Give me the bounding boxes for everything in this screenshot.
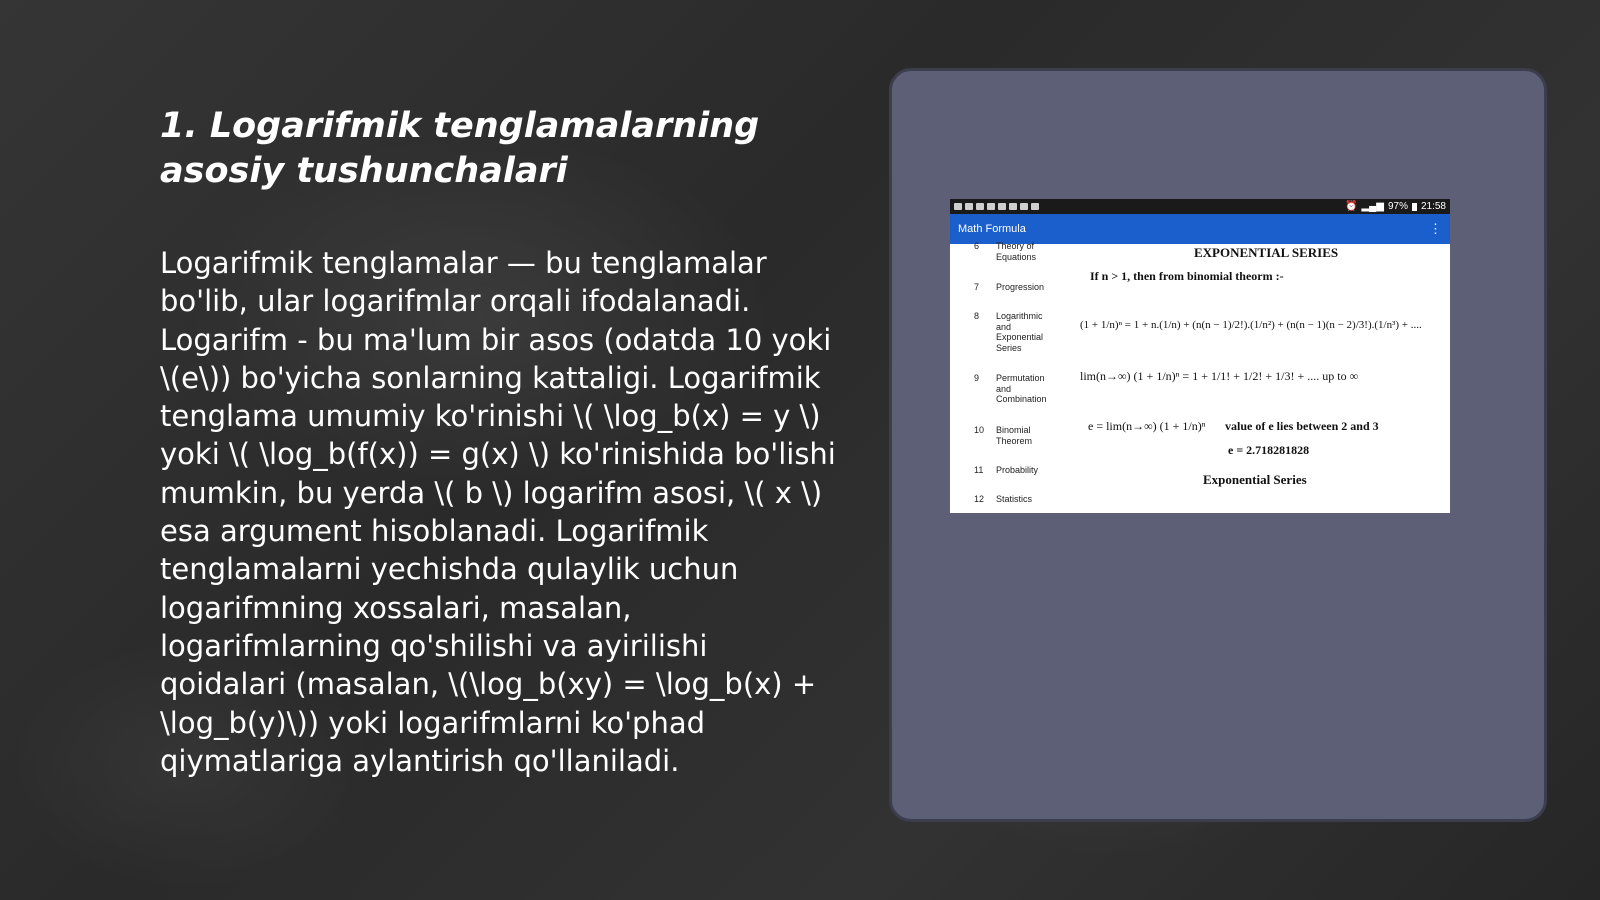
list-item-label: Theory of Equations bbox=[996, 241, 1037, 262]
mail-icon bbox=[954, 203, 962, 210]
status-time: 21:58 bbox=[1420, 201, 1446, 212]
list-item-label: Progression bbox=[996, 282, 1045, 292]
list-item-label: Binomial Theorem bbox=[996, 425, 1033, 446]
battery-icon bbox=[1412, 203, 1417, 211]
status-bar bbox=[950, 199, 1450, 214]
list-item-label: Permutation and Combination bbox=[996, 373, 1047, 404]
signal-icon: ▂▄▆ bbox=[1361, 201, 1384, 212]
formula-heading: EXPONENTIAL SERIES bbox=[1194, 245, 1339, 260]
slide-body-text: Logarifmik tenglamalar — bu tenglamalar bo'lib, ular logarifmlar orqali ifodalanadi. Logarifm - bu ma'lum bir asos (odatda 10 yoki \(e\)) bo'yicha sonlarning kattaligi. Logarifmik tenglama umumiy ko'rinishi \( \log_b(x) = y \) yoki \( \log_b(f(x)) = g(x) \) ko'rinishida bo'lishi mumkin, bu yerda \( b \) logarifm asosi, \( x \) esa argument hisoblanadi. Logarifmik tenglamalarni yechishda qulaylik uchun logarifmning xossalari, masalan, logarifmlarning qo'shilishi va ayirilishi qoidalari (masalan, \(\log_b(xy) = \log_b(x) + \log_b(y)\)) yoki logarifmlarni ko'phad qiymatlariga aylantirish qo'llaniladi. bbox=[160, 246, 836, 778]
youtube-icon bbox=[1031, 203, 1039, 210]
formula-e-value: e = 2.718281828 bbox=[1228, 443, 1310, 457]
slide-title: 1. Logarifmik tenglamalarning asosiy tushunchalari bbox=[160, 106, 760, 191]
list-item-label: Logarithmic and Exponential Series bbox=[996, 311, 1044, 353]
more-vert-icon[interactable]: ⋮ bbox=[1429, 221, 1440, 236]
battery-percent: 97% bbox=[1387, 201, 1408, 212]
formula-limit: lim(n→∞) (1 + 1/n)ⁿ = 1 + 1/1! + 1/2! + 1/3! + .... up to ∞ bbox=[1080, 369, 1359, 383]
download-icon bbox=[1020, 203, 1028, 210]
alarm-icon: ⏰ bbox=[1345, 201, 1358, 212]
notification-icons bbox=[954, 203, 1039, 210]
formula-e-definition: e = lim(n→∞) (1 + 1/n)ⁿ bbox=[1088, 419, 1206, 433]
app-content: 6 Theory of Equations 7 Progression 8 Logarithmic and Exponential Series 9 Permutation and Combination 10 Binomial Theorem 11 Probability 12 Statistics EXPONENTIAL SERIES If n > 1, then from binomial theorm :- (1 + 1/n)ⁿ = 1 + n.(1/n) + (n(n − 1)/2!).(1/n²) + (n(n − 1)(n − 2)/3!).(1/n³) + .... lim(n→∞) (1 + 1/n)ⁿ = 1 + 1/1! + 1/2! + 1/3! + .... up to ∞ e = lim(n→∞) (1 + 1/n)ⁿ value of e lies between 2 and 3 e = 2.718281828 Exponential Series bbox=[950, 244, 1450, 513]
app-screenshot bbox=[950, 199, 1450, 513]
app-title: Math Formula bbox=[958, 223, 1026, 235]
list-item-label: Statistics bbox=[996, 494, 1033, 504]
formula-condition: If n > 1, then from binomial theorm :- bbox=[1090, 269, 1284, 283]
formula-footer: Exponential Series bbox=[1203, 472, 1307, 487]
formula-e-note: value of e lies between 2 and 3 bbox=[1225, 419, 1379, 433]
formula-series: (1 + 1/n)ⁿ = 1 + n.(1/n) + (n(n − 1)/2!).(1/n²) + (n(n − 1)(n − 2)/3!).(1/n³) + .... bbox=[1080, 319, 1422, 331]
image-icon bbox=[976, 203, 984, 210]
list-item-label: Probability bbox=[996, 465, 1039, 475]
whatsapp-icon bbox=[987, 203, 995, 210]
message-icon bbox=[1009, 203, 1017, 210]
settings-icon bbox=[998, 203, 1006, 210]
tools-icon bbox=[965, 203, 973, 210]
app-bar bbox=[950, 214, 1450, 244]
